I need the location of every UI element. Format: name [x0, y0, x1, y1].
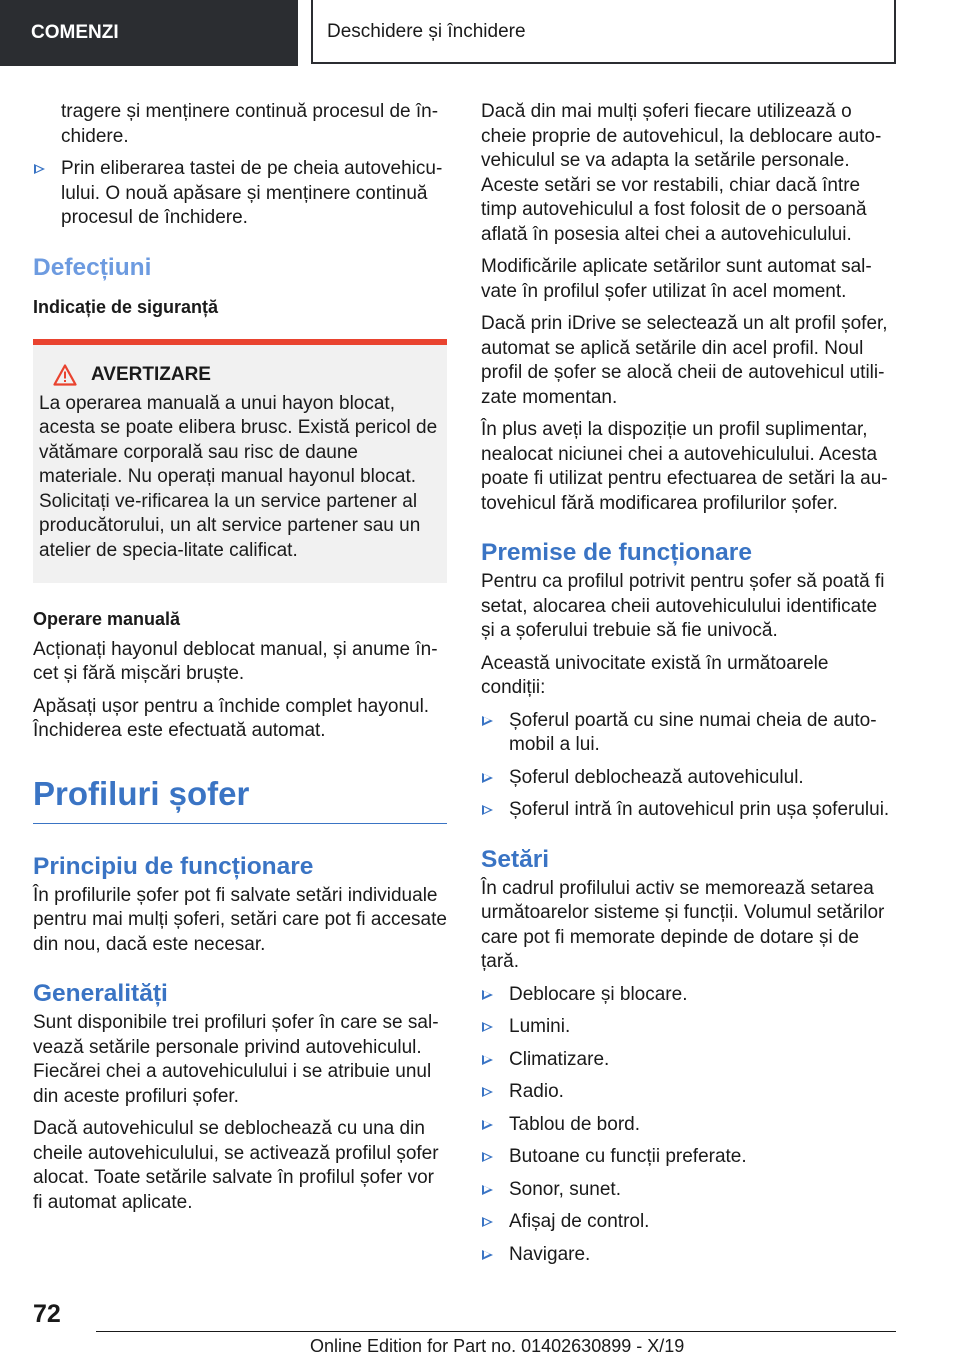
- list-item: [481, 1145, 895, 1170]
- list-item: [33, 157, 447, 231]
- section-tab: COMENZI: [0, 0, 298, 66]
- paragraph: Pentru ca profilul potrivit pentru șofer să poată fi setat, alocarea cheii autovehiculului identificate și a șoferului trebuie să fie univocă.: [481, 571, 885, 641]
- triangle-bullet-icon: [482, 1217, 493, 1227]
- page-number: 72: [33, 1300, 61, 1328]
- triangle-bullet-icon: [482, 1185, 493, 1195]
- list-item: [481, 798, 895, 823]
- heading-principle: Principiu de funcționare: [33, 852, 314, 880]
- heading-rule: [33, 823, 447, 824]
- list-item: [481, 1243, 895, 1268]
- conditions-list: [481, 709, 895, 823]
- paragraph: Această univocitate există în următoarele condiții:: [481, 652, 829, 698]
- list-item-text: Prin eliberarea tastei de pe cheia autovehicu-lului. O nouă apăsare și menținere continuă procesul de închidere.: [61, 158, 443, 228]
- subheading-safety: Indicație de siguranță: [33, 296, 219, 317]
- list-item-text: Deblocare și blocare.: [509, 983, 688, 1005]
- right-column: [481, 100, 895, 1275]
- left-column: [33, 100, 447, 1223]
- warning-body: La operarea manuală a unui hayon blocat, acesta se poate elibera brusc. Există pericol de vătămare corporală sau risc de daune materiale. Nu operați manual hayonul blocat. Solicitați ve-rificarea la un service partener al producătorului, un alt service partener sau un atelier de specia-litate calificat.: [39, 392, 438, 561]
- triangle-bullet-icon: [482, 1152, 493, 1162]
- triangle-bullet-icon: [482, 1055, 493, 1065]
- paragraph: Sunt disponibile trei profiluri șofer în care se sal-vează setările personale privind autovehiculul. Fiecărei chei a autovehiculului i se atribuie unul din aceste profiluri șofer.: [33, 1012, 439, 1107]
- heading-prerequisites: Premise de funcționare: [481, 539, 752, 566]
- triangle-bullet-icon: [482, 716, 493, 726]
- triangle-bullet-icon: [482, 1022, 493, 1032]
- subheading-manual: Operare manuală: [33, 609, 181, 629]
- triangle-bullet-icon: [482, 1120, 493, 1130]
- list-item-text: Tablou de bord.: [509, 1113, 640, 1135]
- triangle-bullet-icon: [34, 164, 45, 174]
- list-item: [481, 1080, 895, 1105]
- paragraph: În cadrul profilului activ se memorează setarea următoarelor sisteme și funcții. Volumul setărilor care pot fi memorate depinde de dotare și de țară.: [481, 877, 885, 972]
- list-item: [481, 983, 895, 1008]
- paragraph: În profilurile șofer pot fi salvate setări individuale pentru mai mulți șoferi, setări care pot fi accesate din nou, dacă este necesar.: [33, 884, 447, 955]
- list-item-text: Șoferul intră în autovehicul prin ușa șoferului.: [509, 799, 890, 820]
- triangle-bullet-icon: [482, 1250, 493, 1260]
- warning-title-text: AVERTIZARE: [91, 364, 211, 385]
- triangle-bullet-icon: [482, 773, 493, 783]
- paragraph: Acționați hayonul deblocat manual, și anume în-cet și fără mișcări bruște.: [33, 638, 438, 684]
- paragraph: Dacă din mai mulți șoferi fiecare utilizează o cheie proprie de autovehicul, la deblocare auto-vehiculul se va adapta la setările personale. Aceste setări se vor restabili, chiar dacă între timp autovehiculul a fost folosit de o persoană aflată în posesia altei chei a autovehiculului.: [481, 101, 882, 245]
- list-item-text: Afișaj de control.: [509, 1211, 650, 1232]
- intro-continuation: tragere și menținere continuă procesul de în-chidere.: [61, 101, 439, 147]
- paragraph: În plus aveți la dispoziție un profil suplimentar, nealocat niciunei chei a autovehiculului. Acesta poate fi utilizat pentru efectuarea de setări la au-tovehicul fără modificarea profilurilor șofer.: [481, 419, 888, 514]
- list-item: [481, 1210, 895, 1235]
- list-item: [481, 1015, 895, 1040]
- warning-title: [39, 363, 447, 388]
- list-item-text: Lumini.: [509, 1016, 571, 1037]
- heading-general: Generalități: [33, 980, 168, 1007]
- list-item-text: Climatizare.: [509, 1048, 610, 1070]
- edition-note: Online Edition for Part no. 01402630899 - X/19: [310, 1336, 685, 1356]
- list-item-text: Șoferul deblochează autovehiculul.: [509, 766, 804, 788]
- list-item-text: Butoane cu funcții preferate.: [509, 1146, 747, 1167]
- page-footer: [0, 1300, 960, 1362]
- list-item: [481, 1178, 895, 1203]
- paragraph: Modificările aplicate setărilor sunt automat sal-vate în profilul șofer utilizat în acel moment.: [481, 256, 872, 302]
- warning-box: [33, 339, 447, 583]
- list-item: [481, 1048, 895, 1073]
- list-item-text: Sonor, sunet.: [509, 1178, 621, 1200]
- list-item-text: Șoferul poartă cu sine numai cheia de auto-mobil a lui.: [509, 709, 877, 755]
- list-item-text: Radio.: [509, 1081, 564, 1102]
- footer-rule: [96, 1331, 896, 1332]
- settings-list: [481, 983, 895, 1268]
- heading-defects: Defecțiuni: [33, 253, 152, 281]
- triangle-bullet-icon: [482, 1087, 493, 1097]
- list-item: [481, 709, 895, 758]
- paragraph: Dacă autovehiculul se deblochează cu una din cheile autovehiculului, se activează profilul șofer alocat. Toate setările salvate în profilul șofer vor fi automat aplicate.: [33, 1118, 439, 1213]
- page-header: [0, 0, 960, 68]
- list-item-text: Navigare.: [509, 1243, 591, 1265]
- heading-settings: Setări: [481, 845, 550, 873]
- triangle-bullet-icon: [482, 990, 493, 1000]
- paragraph: Apăsați ușor pentru a închide complet hayonul. Închiderea este efectuată automat.: [33, 695, 430, 741]
- heading-driver-profiles: Profiluri șofer: [33, 774, 250, 812]
- chapter-tab: Deschidere și închidere: [311, 0, 896, 64]
- paragraph: Dacă prin iDrive se selectează un alt profil șofer, automat se aplică setările din acel profil. Noul profil de șofer se alocă cheii de autovehicul utili-zate momentan.: [481, 313, 888, 408]
- list-item: [481, 1113, 895, 1138]
- warning-triangle-icon: [53, 364, 77, 386]
- triangle-bullet-icon: [482, 805, 493, 815]
- list-item: [481, 766, 895, 791]
